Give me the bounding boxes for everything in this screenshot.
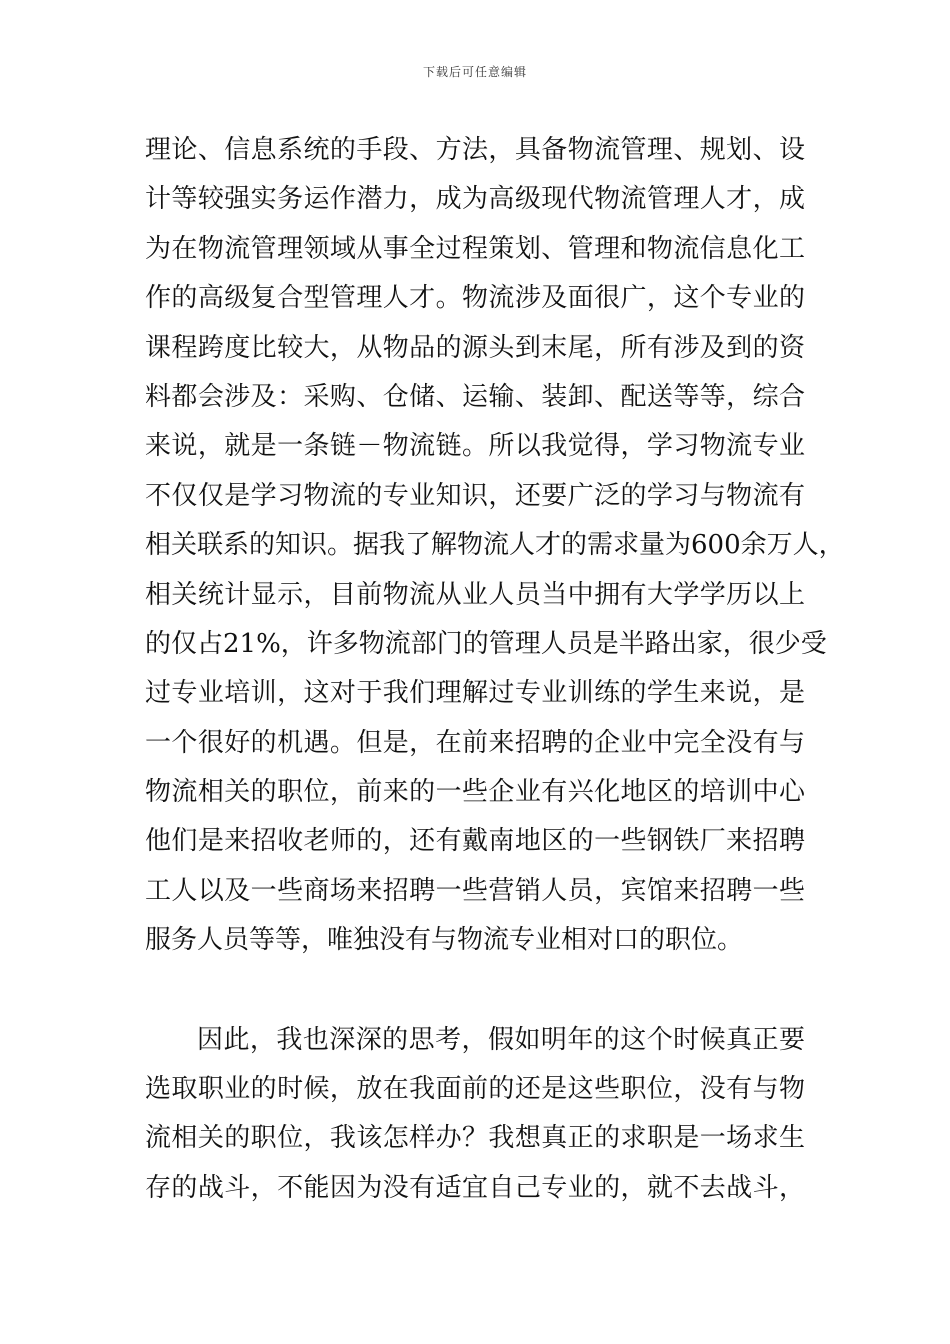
text-line: 来说，就是一条链－物流链。所以我觉得，学习物流专业: [145, 431, 805, 462]
paragraph-gap: [145, 966, 805, 1016]
text-line: 理论、信息系统的手段、方法，具备物流管理、规划、设: [145, 135, 805, 165]
text-line: 的仅占21%，许多物流部门的管理人员是半路出家，很少受: [145, 628, 827, 659]
paragraph-1: [145, 126, 845, 966]
text-line: 流相关的职位，我该怎样办？我想真正的求职是一场求生: [145, 1123, 805, 1154]
text-line: 相关联系的知识。据我了解物流人才的需求量为600余万人，: [145, 530, 845, 561]
text-line: 一个很好的机遇。但是，在前来招聘的企业中完全没有与: [145, 727, 805, 758]
text-line: 料都会涉及：采购、仓储、运输、装卸、配送等等，综合: [145, 381, 805, 412]
document-body: [145, 126, 845, 1213]
text-line: 作的高级复合型管理人才。物流涉及面很广，这个专业的: [145, 283, 805, 314]
text-line: 过专业培训，这对于我们理解过专业训练的学生来说，是: [145, 678, 805, 709]
text-line: 相关统计显示，目前物流从业人员当中拥有大学学历以上: [145, 579, 805, 610]
paragraph-2: [145, 1016, 805, 1214]
text-line: 他们是来招收老师的，还有戴南地区的一些钢铁厂来招聘: [145, 826, 805, 857]
text-line: 服务人员等等，唯独没有与物流专业相对口的职位。: [145, 925, 744, 956]
text-line: 物流相关的职位，前来的一些企业有兴化地区的培训中心: [145, 777, 805, 808]
text-line: 不仅仅是学习物流的专业知识，还要广泛的学习与物流有: [145, 480, 805, 511]
text-line: 计等较强实务运作潜力，成为高级现代物流管理人才，成: [145, 184, 805, 215]
text-line: 因此，我也深深的思考，假如明年的这个时候真正要: [197, 1024, 805, 1055]
page-header-note: 下载后可任意编辑: [422, 65, 527, 79]
text-line: 工人以及一些商场来招聘一些营销人员，宾馆来招聘一些: [145, 875, 805, 906]
text-line: 存的战斗，不能因为没有适宜自己专业的，就不去战斗，: [145, 1172, 805, 1203]
text-line: 为在物流管理领域从事全过程策划、管理和物流信息化工: [145, 233, 805, 264]
text-line: 选取职业的时候，放在我面前的还是这些职位，没有与物: [145, 1074, 805, 1105]
text-line: 课程跨度比较大，从物品的源头到末尾，所有涉及到的资: [145, 332, 805, 363]
